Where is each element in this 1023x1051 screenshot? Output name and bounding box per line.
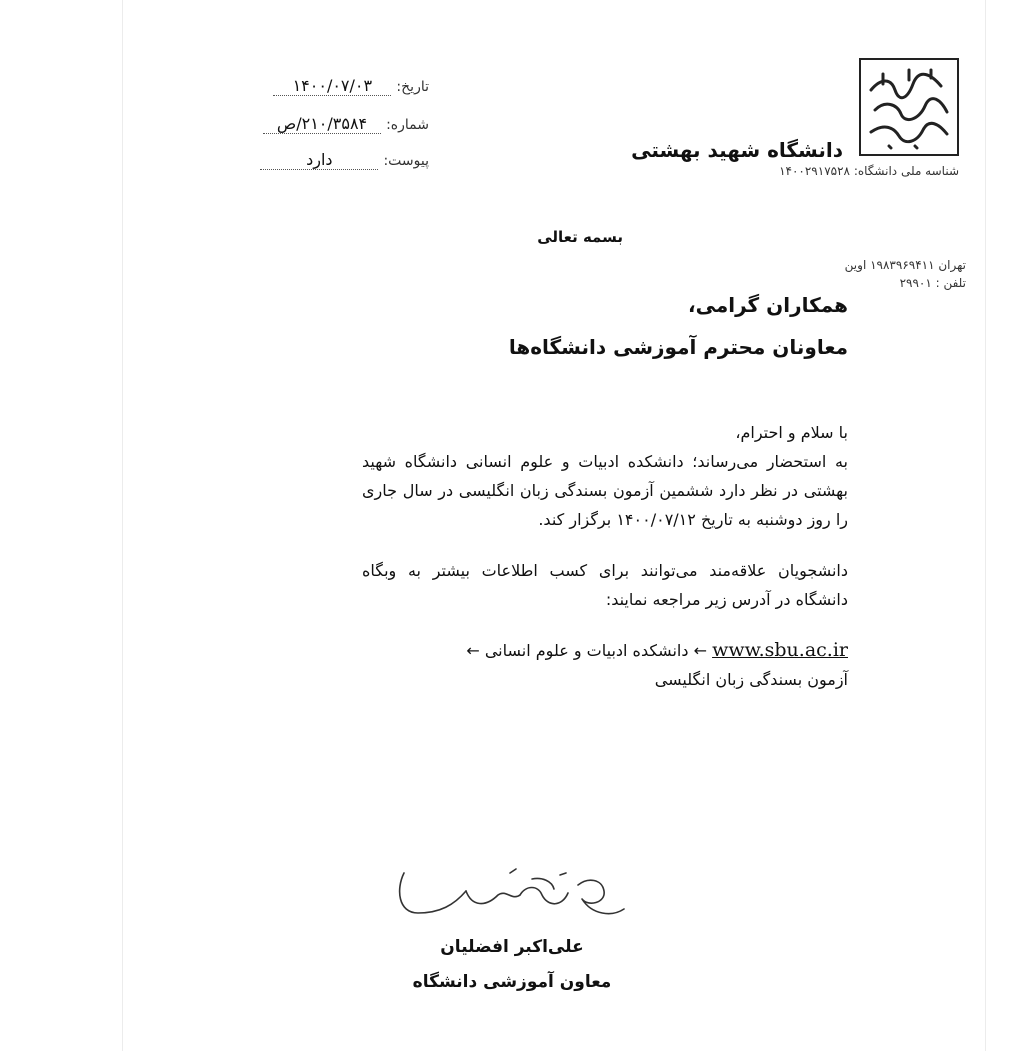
signatory-title: معاون آموزشی دانشگاه [412,972,612,992]
greeting: با سلام و احترام، [735,423,848,442]
national-id-value: ۱۴۰۰۲۹۱۷۵۲۸ [779,164,850,178]
body-paragraph-1: به استحضار می‌رساند؛ دانشکده ادبیات و علوم انسانی دانشگاه شهید بهشتی در نظر دارد ششمین آزمون بسندگی زبان انگلیسی در سال جاری را روز دوشنبه به تاریخ ۱۴۰۰/۰۷/۱۲ برگزار کند. [362,452,848,529]
date-label: تاریخ: [396,79,429,95]
signature [392,855,632,935]
paragraph-spacer [362,614,848,636]
address-line-1: تهران ۱۹۸۳۹۶۹۴۱۱ اوین [844,258,966,272]
website-link[interactable]: www.sbu.ac.ir [712,639,848,661]
logo-calligraphy-icon [861,60,957,154]
invocation: بسمه تعالی [537,228,623,246]
attachment-value: دارد [260,151,378,170]
university-logo [859,58,959,156]
path-faculty: دانشکده ادبیات و علوم انسانی [484,641,689,660]
signature-scribble-icon [392,855,632,935]
date-field [273,76,429,96]
address-line-2: تلفن : ۲۹۹۰۱ [899,276,966,290]
arrow-left-icon: ← [693,641,707,660]
attachment-label: پیوست: [383,153,429,169]
national-id-label: شناسه ملی دانشگاه: [853,164,959,178]
page-edge-right [985,0,986,1051]
number-value: ۲۱۰/۳۵۸۴/ص [263,115,381,134]
signatory-name: علی‌اکبر افضلیان [440,937,584,957]
arrow-left-icon: ← [466,641,480,660]
web-path-line [362,636,848,665]
national-id-line [779,164,959,178]
number-field [263,114,429,134]
paragraph-spacer [362,534,848,556]
university-name: دانشگاه شهید بهشتی [631,138,843,162]
page-edge-left [122,0,123,1051]
path-exam: آزمون بسندگی زبان انگلیسی [654,670,848,689]
salutation-line-2: معاونان محترم آموزشی دانشگاه‌ها [508,335,848,359]
letter-body [362,418,848,694]
body-paragraph-2: دانشجویان علاقه‌مند می‌توانند برای کسب اطلاعات بیشتر به وبگاه دانشگاه در آدرس زیر مراجعه نمایند: [362,561,848,609]
salutation-line-1: همکاران گرامی، [688,293,848,317]
attachment-field [260,150,429,170]
number-label: شماره: [386,117,429,133]
date-value: ۱۴۰۰/۰۷/۰۳ [273,77,391,96]
